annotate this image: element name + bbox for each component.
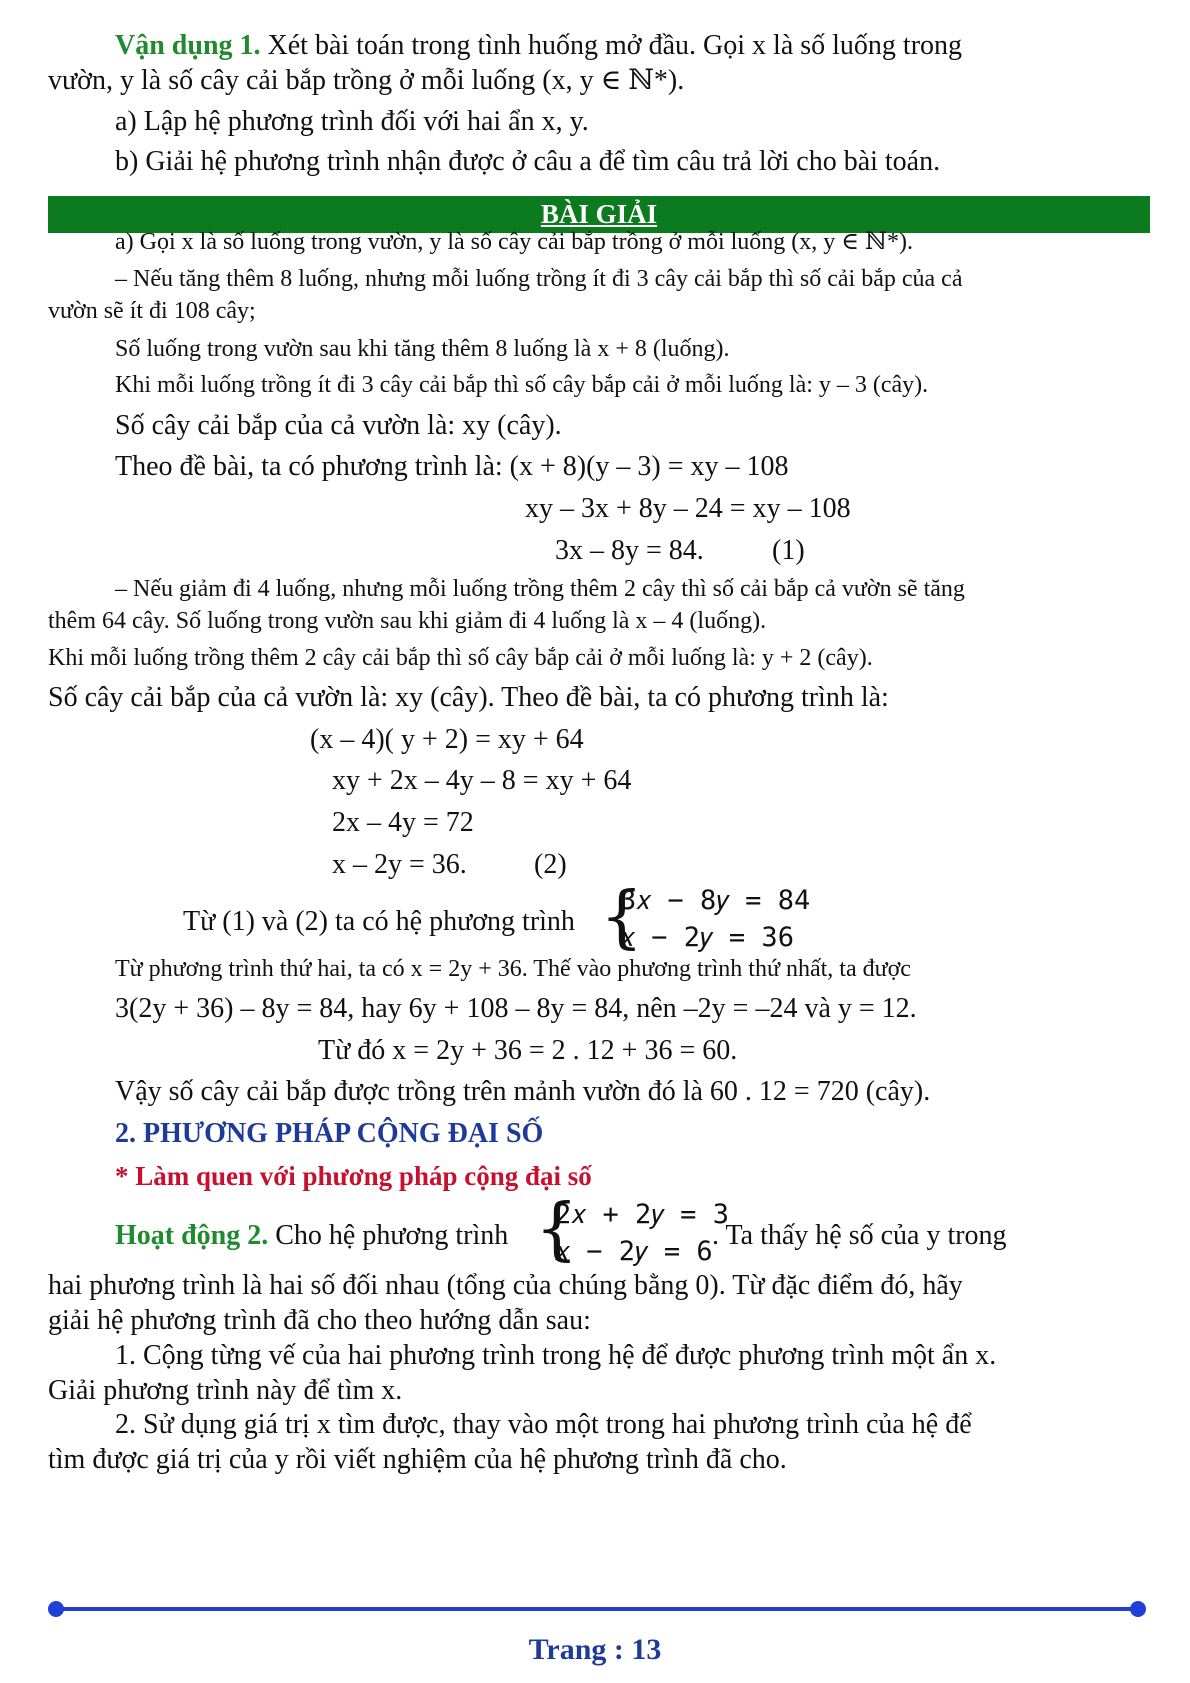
system-equation-1: 3𝑥 − 8𝑦 = 84 xyxy=(620,885,811,916)
conclusion-line: Vậy số cây cải bắp được trồng trên mảnh vườn đó là 60 . 12 = 720 (cây). xyxy=(115,1076,931,1107)
system-intro: Từ (1) và (2) ta có hệ phương trình xyxy=(183,906,575,937)
equation-line: xy + 2x – 4y – 8 = xy + 64 xyxy=(332,765,632,796)
equation-tag: (2) xyxy=(534,849,567,880)
footer-rule-dot-right xyxy=(1130,1601,1146,1617)
left-brace-icon: { xyxy=(600,878,644,957)
activity-step-2: 2. Sử dụng giá trị x tìm được, thay vào một trong hai phương trình của hệ để xyxy=(115,1409,972,1440)
equation-line: (x – 4)( y + 2) = xy + 64 xyxy=(310,724,584,755)
solution-line: Từ đó x = 2y + 36 = 2 . 12 + 36 = 60. xyxy=(318,1035,738,1066)
equation-line: xy – 3x + 8y – 24 = xy – 108 xyxy=(525,493,851,524)
solution-line: thêm 64 cây. Số luống trong vườn sau khi giảm đi 4 luống là x – 4 (luống). xyxy=(48,608,767,634)
solution-line: Số luống trong vườn sau khi tăng thêm 8 luống là x + 8 (luống). xyxy=(115,336,730,362)
section-heading: 2. PHƯƠNG PHÁP CỘNG ĐẠI SỐ xyxy=(115,1118,544,1149)
solution-line: vườn sẽ ít đi 108 cây; xyxy=(48,298,256,324)
footer-rule-dot-left xyxy=(48,1601,64,1617)
exercise-heading: Vận dụng 1. Xét bài toán trong tình huống mở đầu. Gọi x là số luống trong xyxy=(115,30,963,61)
solution-line: Khi mỗi luống trồng ít đi 3 cây cải bắp thì số cây bắp cải ở mỗi luống là: y – 3 (cây). xyxy=(115,372,929,398)
activity-heading: Hoạt động 2. Cho hệ phương trình xyxy=(115,1220,509,1251)
activity-line: Giải phương trình này để tìm x. xyxy=(48,1375,403,1406)
solution-line: Số cây cải bắp của cả vườn là: xy (cây). xyxy=(115,410,562,441)
solution-line: Khi mỗi luống trồng thêm 2 cây cải bắp thì số cây bắp cải ở mỗi luống là: y + 2 (cây). xyxy=(48,645,873,671)
activity-tail: . Ta thấy hệ số của y trong xyxy=(712,1220,1007,1251)
page-number: Trang : 13 xyxy=(528,1633,662,1666)
activity-line: hai phương trình là hai số đối nhau (tổng của chúng bằng 0). Từ đặc điểm đó, hãy xyxy=(48,1270,963,1301)
exercise-label: Vận dụng 1. xyxy=(115,30,261,61)
equation-line: x – 2y = 36. xyxy=(332,849,467,880)
system-equation-2: 𝑥 − 2𝑦 = 36 xyxy=(620,922,794,953)
system-equation-2: 𝑥 − 2𝑦 = 6 xyxy=(555,1236,713,1267)
solution-line: Từ phương trình thứ hai, ta có x = 2y + 36. Thế vào phương trình thứ nhất, ta được xyxy=(115,956,911,982)
solution-line: a) Gọi x là số luống trong vườn, y là số cây cải bắp trồng ở mỗi luống (x, y ∈ ℕ*). xyxy=(115,229,913,255)
exercise-part-b: b) Giải hệ phương trình nhận được ở câu a để tìm câu trả lời cho bài toán. xyxy=(115,146,941,177)
solution-line: 3(2y + 36) – 8y = 84, hay 6y + 108 – 8y = 84, nên –2y = –24 và y = 12. xyxy=(115,993,917,1024)
solution-line: – Nếu tăng thêm 8 luống, nhưng mỗi luống trồng ít đi 3 cây cải bắp thì số cải bắp của cả xyxy=(115,266,963,292)
activity-label: Hoạt động 2. xyxy=(115,1220,269,1251)
left-brace-icon: { xyxy=(535,1190,579,1269)
solution-line: Số cây cải bắp của cả vườn là: xy (cây). Theo đề bài, ta có phương trình là: xyxy=(48,682,889,713)
footer-rule xyxy=(60,1607,1138,1611)
exercise-part-a: a) Lập hệ phương trình đối với hai ẩn x, y. xyxy=(115,106,589,137)
solution-line: – Nếu giảm đi 4 luống, nhưng mỗi luống trồng thêm 2 cây thì số cải bắp cả vườn sẽ tăng xyxy=(115,576,965,602)
solution-banner: BÀI GIẢI xyxy=(48,196,1150,233)
activity-step-1: 1. Cộng từng vế của hai phương trình trong hệ để được phương trình một ẩn x. xyxy=(115,1340,997,1371)
equation-tag: (1) xyxy=(772,535,805,566)
equation-line: 2x – 4y = 72 xyxy=(332,807,474,838)
exercise-line: vườn, y là số cây cải bắp trồng ở mỗi luống (x, y ∈ ℕ*). xyxy=(48,65,685,96)
activity-line: tìm được giá trị của y rồi viết nghiệm của hệ phương trình đã cho. xyxy=(48,1444,787,1475)
system-equation-1: 2𝑥 + 2𝑦 = 3 xyxy=(555,1199,729,1230)
subsection-heading: * Làm quen với phương pháp cộng đại số xyxy=(115,1161,592,1191)
equation-line: 3x – 8y = 84. xyxy=(555,535,704,566)
equation-line: Theo đề bài, ta có phương trình là: (x + 8)(y – 3) = xy – 108 xyxy=(115,451,789,482)
activity-line: giải hệ phương trình đã cho theo hướng dẫn sau: xyxy=(48,1305,591,1336)
